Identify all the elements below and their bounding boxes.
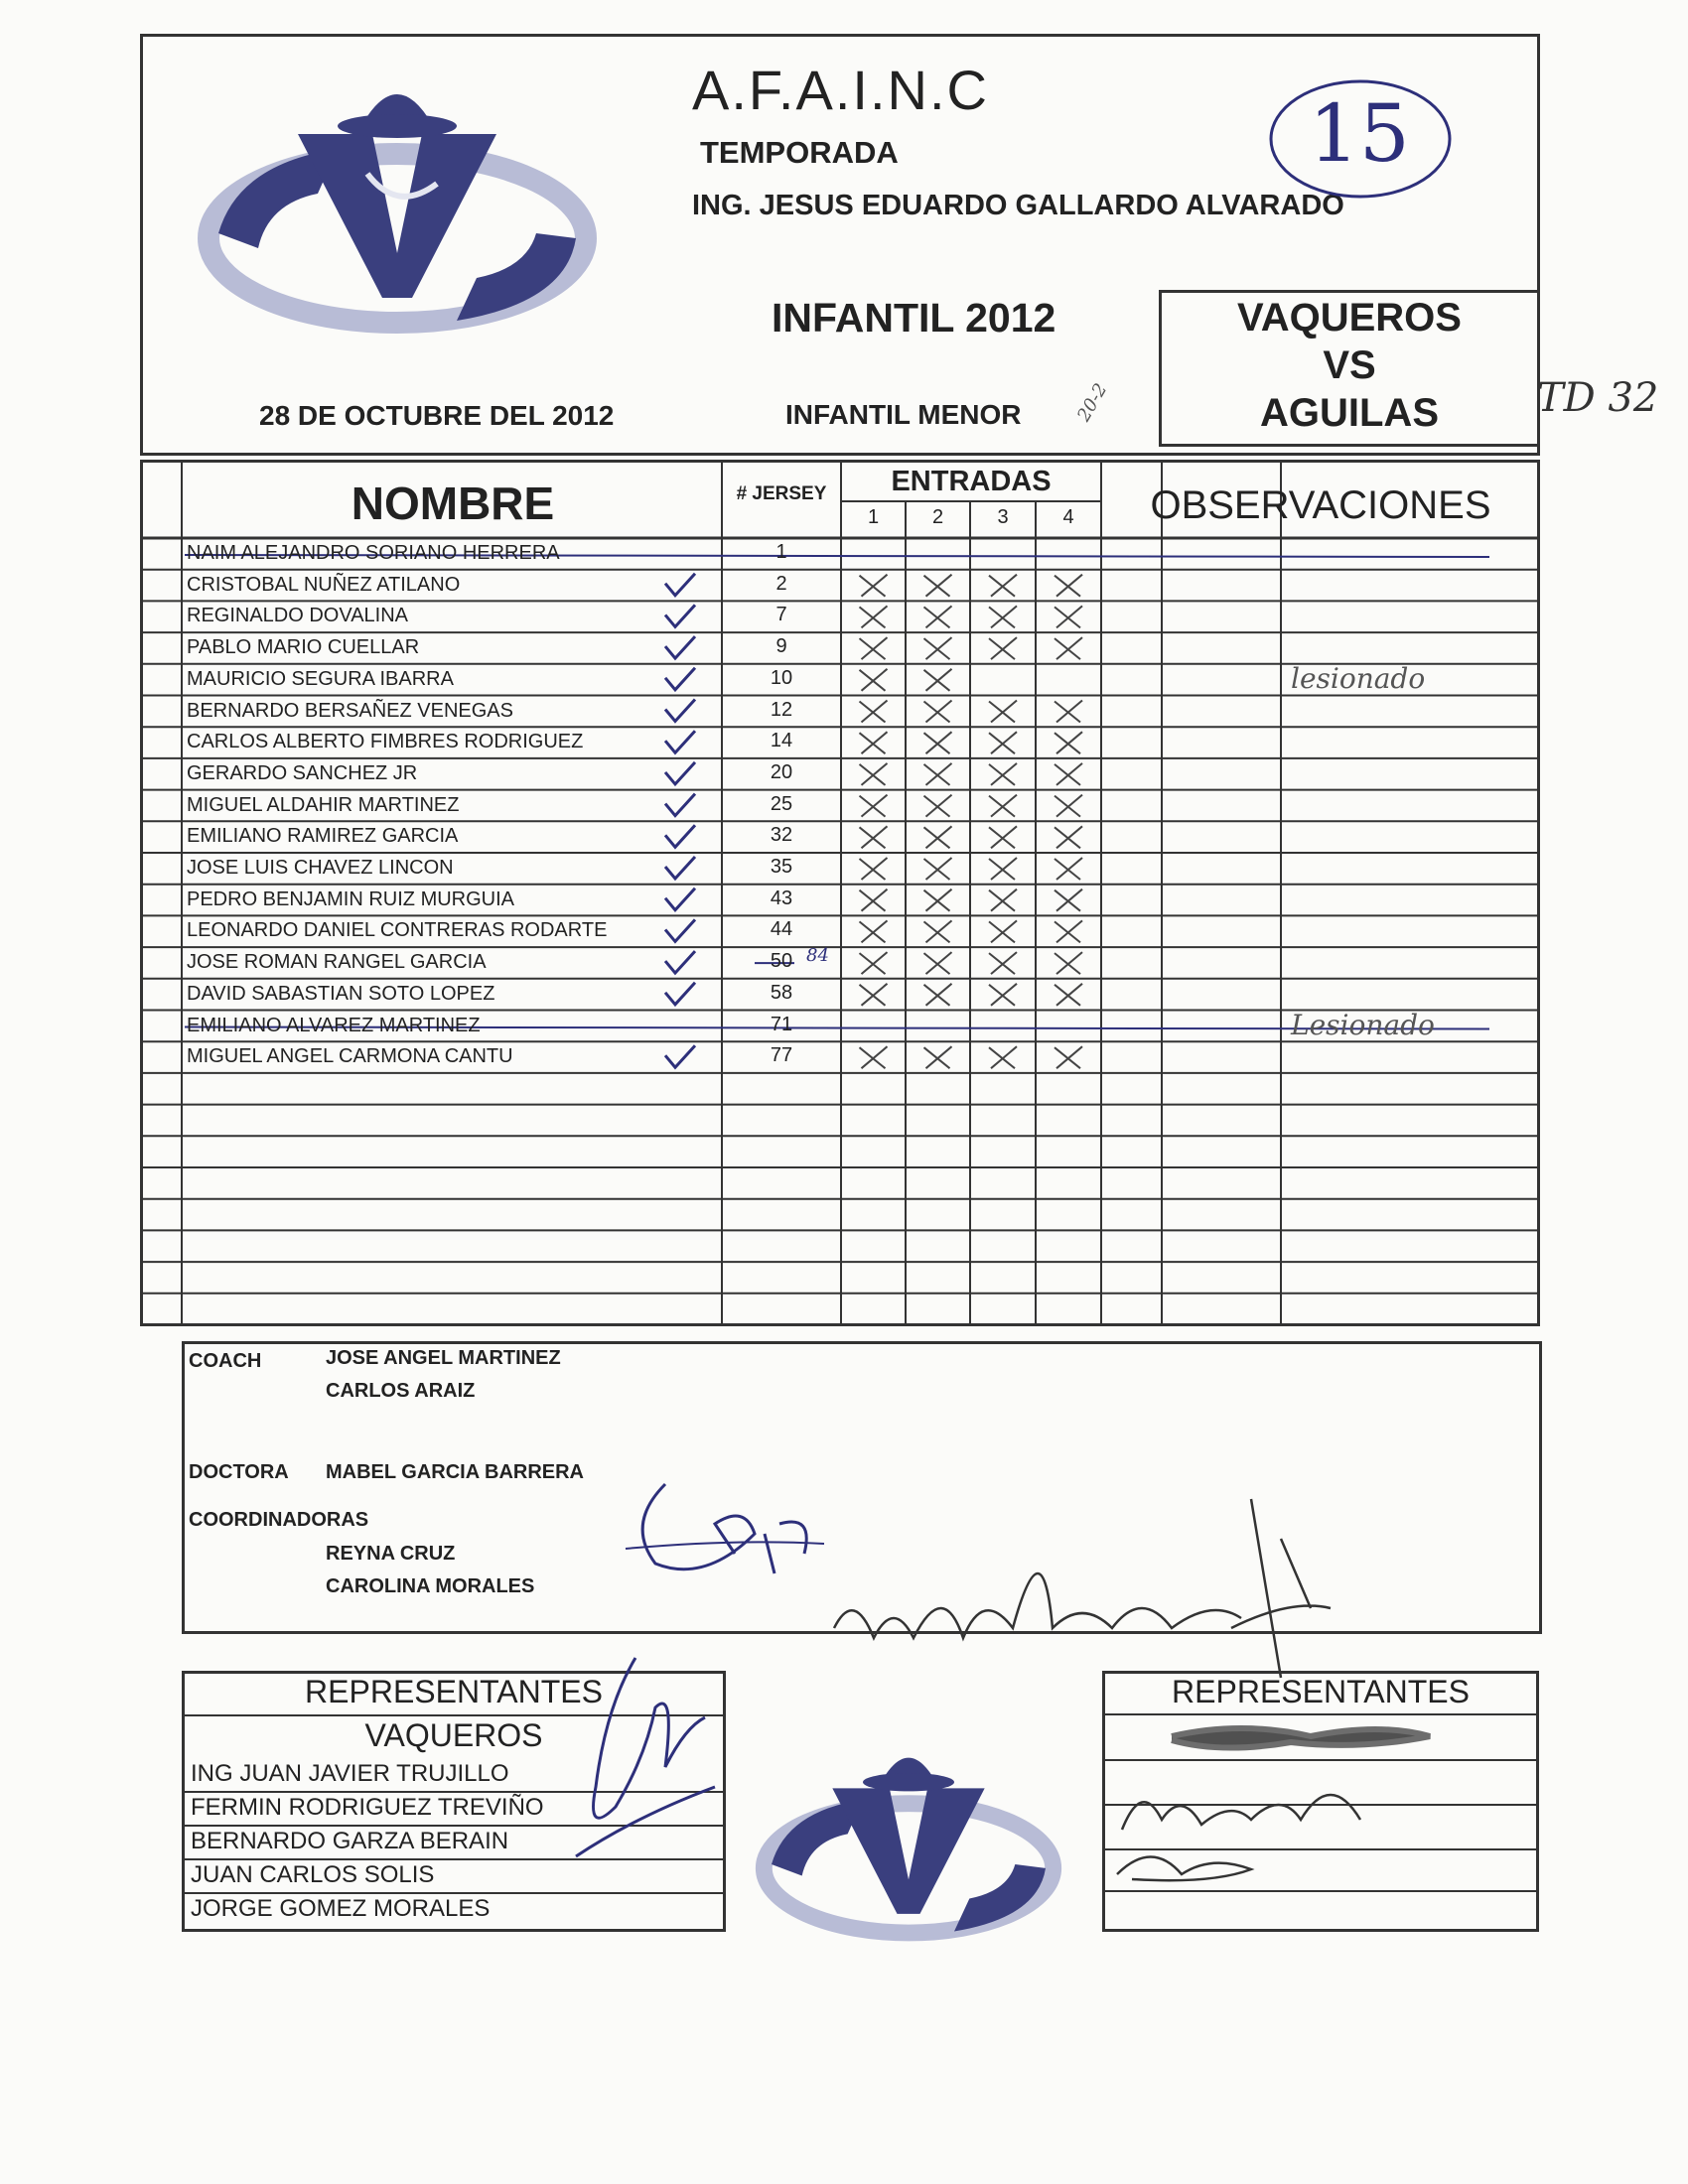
entrada-mark	[924, 669, 952, 691]
player-jersey: 71	[770, 1013, 793, 1035]
entrada-mark	[924, 889, 952, 911]
entrada-mark	[860, 701, 888, 723]
entrada-mark	[924, 795, 952, 817]
attendance-check	[665, 951, 695, 973]
col-entradas-header: ENTRADAS	[891, 466, 1052, 497]
coach-2: CARLOS ARAIZ	[326, 1380, 476, 1402]
entrada-mark	[1055, 795, 1082, 817]
entrada-mark	[989, 858, 1017, 880]
player-name: PEDRO BENJAMIN RUIZ MURGUIA	[187, 887, 515, 910]
entrada-mark	[1055, 575, 1082, 597]
entrada-mark	[860, 1046, 888, 1068]
entrada-mark	[924, 858, 952, 880]
entrada-mark	[860, 575, 888, 597]
signature-vaqueros	[516, 1648, 735, 1866]
side-note: TD 32	[1537, 375, 1659, 421]
attendance-check	[665, 825, 695, 847]
entrada-mark	[1055, 826, 1082, 848]
attendance-check	[665, 574, 695, 596]
attendance-check	[665, 605, 695, 626]
entrada-mark	[924, 826, 952, 848]
coach-label: COACH	[189, 1350, 262, 1372]
reps-left-title: REPRESENTANTES	[305, 1674, 603, 1709]
player-name: JOSE LUIS CHAVEZ LINCON	[187, 857, 454, 879]
entrada-mark	[1055, 606, 1082, 627]
attendance-check	[665, 668, 695, 690]
entrada-mark	[860, 795, 888, 817]
rep-name: BERNARDO GARZA BERAIN	[185, 1827, 723, 1860]
player-name: GERARDO SANCHEZ JR	[187, 761, 418, 784]
player-name: DAVID SABASTIAN SOTO LOPEZ	[187, 982, 495, 1005]
rep-name: FERMIN RODRIGUEZ TREVIÑO	[185, 1793, 723, 1827]
quarter-label-1: 1	[867, 506, 880, 528]
entrada-mark	[989, 826, 1017, 848]
entrada-mark	[860, 920, 888, 942]
entrada-mark	[924, 701, 952, 723]
coach-1: JOSE ANGEL MARTINEZ	[326, 1347, 561, 1369]
entrada-mark	[1055, 984, 1082, 1006]
rep-name: JORGE GOMEZ MORALES	[191, 1895, 491, 1922]
entrada-mark	[989, 984, 1017, 1006]
player-jersey: 43	[770, 887, 793, 909]
player-name: CARLOS ALBERTO FIMBRES RODRIGUEZ	[187, 731, 584, 753]
player-name: EMILIANO ALVAREZ MARTINEZ	[187, 1014, 481, 1036]
entrada-mark	[924, 952, 952, 974]
attendance-check	[665, 1045, 695, 1067]
entrada-mark	[1055, 1046, 1082, 1068]
entrada-mark	[860, 637, 888, 659]
doctora-label: DOCTORA	[189, 1461, 289, 1483]
coord-2: CAROLINA MORALES	[326, 1575, 535, 1597]
entrada-mark	[989, 920, 1017, 942]
entrada-mark	[1055, 637, 1082, 659]
player-jersey: 44	[770, 918, 793, 941]
player-observation: lesionado	[1291, 661, 1426, 695]
player-name: BERNARDO BERSAÑEZ VENEGAS	[187, 699, 513, 722]
entrada-mark	[860, 952, 888, 974]
entrada-mark	[924, 984, 952, 1006]
circled-number: 15	[1309, 87, 1410, 180]
entrada-mark	[1055, 858, 1082, 880]
coord-label: COORDINADORAS	[189, 1509, 369, 1531]
attendance-check	[665, 919, 695, 941]
player-name: MIGUEL ALDAHIR MARTINEZ	[187, 793, 460, 816]
player-jersey: 20	[770, 760, 793, 783]
entrada-mark	[1055, 889, 1082, 911]
player-name: MAURICIO SEGURA IBARRA	[187, 667, 454, 690]
player-jersey: 7	[775, 604, 787, 626]
entrada-mark	[924, 763, 952, 785]
entrada-mark	[989, 1046, 1017, 1068]
entrada-mark	[989, 889, 1017, 911]
attendance-check	[665, 636, 695, 658]
org-title: A.F.A.I.N.C	[692, 59, 989, 121]
entrada-mark	[924, 575, 952, 597]
coord-1: REYNA CRUZ	[326, 1543, 456, 1565]
entrada-mark	[860, 984, 888, 1006]
match-date: 28 DE OCTUBRE DEL 2012	[259, 400, 615, 431]
player-jersey: 32	[770, 824, 793, 847]
attendance-check	[665, 700, 695, 722]
rep-name: JUAN CARLOS SOLIS	[185, 1860, 723, 1894]
entrada-mark	[924, 920, 952, 942]
home-team: VAQUEROS	[1237, 296, 1462, 340]
attendance-check	[665, 857, 695, 879]
category-title: INFANTIL 2012	[772, 295, 1056, 341]
player-jersey: 10	[770, 666, 793, 689]
entrada-mark	[989, 952, 1017, 974]
entrada-mark	[860, 858, 888, 880]
entrada-mark	[860, 732, 888, 753]
quarter-label-2: 2	[931, 506, 944, 528]
player-name: CRISTOBAL NUÑEZ ATILANO	[187, 573, 461, 596]
entrada-mark	[860, 889, 888, 911]
entrada-mark	[1055, 920, 1082, 942]
signature-sanchez	[814, 1479, 1350, 1678]
reps-right-lines	[1102, 1671, 1539, 1932]
engineer-name: ING. JESUS EDUARDO GALLARDO ALVARADO	[692, 190, 1344, 221]
player-jersey: 77	[770, 1044, 793, 1067]
entrada-mark	[989, 763, 1017, 785]
entrada-mark	[1055, 763, 1082, 785]
player-name: EMILIANO RAMIREZ GARCIA	[187, 825, 459, 848]
entrada-mark	[924, 1046, 952, 1068]
reps-right-title: REPRESENTANTES	[1172, 1674, 1470, 1709]
rep-name: ING JUAN JAVIER TRUJILLO	[185, 1759, 723, 1793]
player-jersey: 50	[770, 950, 793, 973]
attendance-check	[665, 983, 695, 1005]
entrada-mark	[989, 637, 1017, 659]
entrada-mark	[1055, 952, 1082, 974]
attendance-check	[665, 888, 695, 910]
entrada-mark	[1055, 732, 1082, 753]
reps-left-team: VAQUEROS	[364, 1717, 543, 1753]
player-name: JOSE ROMAN RANGEL GARCIA	[187, 951, 487, 974]
entrada-mark	[1055, 701, 1082, 723]
entrada-mark	[989, 606, 1017, 627]
entrada-mark	[989, 732, 1017, 753]
entrada-mark	[860, 606, 888, 627]
small-note: 20-2	[1073, 379, 1112, 426]
bottom-logo	[740, 1727, 1077, 1956]
entrada-mark	[860, 763, 888, 785]
player-jersey: 9	[775, 635, 787, 658]
season-label: TEMPORADA	[700, 135, 899, 170]
doctora-name: MABEL GARCIA BARRERA	[326, 1461, 584, 1483]
quarter-label-4: 4	[1062, 506, 1074, 528]
col-jersey-header: # JERSEY	[736, 483, 827, 504]
away-team: AGUILAS	[1260, 391, 1439, 435]
entrada-mark	[924, 732, 952, 753]
col-obs-header: OBSERVACIONES	[1150, 483, 1491, 527]
player-jersey: 12	[770, 698, 793, 721]
entrada-mark	[924, 637, 952, 659]
player-observation: Lesionado	[1291, 1008, 1435, 1041]
player-jersey: 58	[770, 981, 793, 1004]
player-jersey: 35	[770, 856, 793, 878]
player-name: NAIM ALEJANDRO SORIANO HERRERA	[187, 542, 560, 564]
signature-ruiz	[616, 1464, 834, 1593]
player-jersey: 2	[775, 572, 787, 595]
attendance-check	[665, 762, 695, 784]
col-name-header: NOMBRE	[351, 478, 555, 529]
entrada-mark	[989, 701, 1017, 723]
player-jersey: 25	[770, 792, 793, 815]
entrada-mark	[860, 669, 888, 691]
quarter-label-3: 3	[997, 506, 1009, 528]
player-jersey: 14	[770, 730, 793, 752]
vs-label: VS	[1323, 343, 1376, 387]
player-name: PABLO MARIO CUELLAR	[187, 636, 420, 659]
attendance-check	[665, 731, 695, 752]
player-name: LEONARDO DANIEL CONTRERAS RODARTE	[187, 919, 608, 942]
entrada-mark	[989, 575, 1017, 597]
entrada-mark	[924, 606, 952, 627]
subcategory-label: INFANTIL MENOR	[785, 399, 1022, 430]
player-name: REGINALDO DOVALINA	[187, 605, 409, 627]
entrada-mark	[989, 795, 1017, 817]
player-jersey: 1	[775, 541, 787, 563]
player-name: MIGUEL ANGEL CARMONA CANTU	[187, 1045, 513, 1068]
jersey-note: 84	[806, 945, 829, 967]
entrada-mark	[860, 826, 888, 848]
attendance-check	[665, 794, 695, 816]
